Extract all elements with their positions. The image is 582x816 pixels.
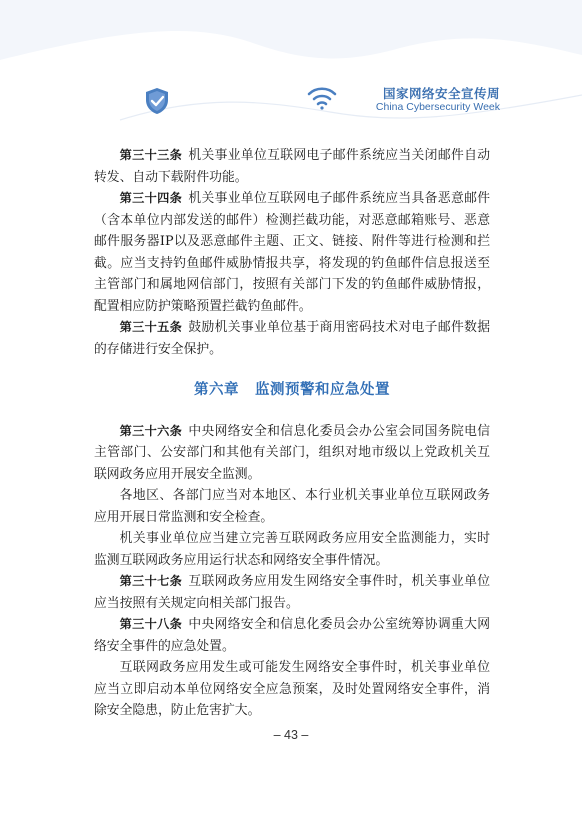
- article-text: 中央网络安全和信息化委员会办公室统筹协调重大网络安全事件的应急处置。: [94, 617, 491, 654]
- brand-title-en: China Cybersecurity Week: [375, 101, 500, 113]
- body-paragraph: [94, 657, 490, 722]
- article-text: 中央网络安全和信息化委员会办公室会同国务院电信主管部门、公安部门和其他有关部门，组织对地市级以上党政机关互联网政务应用开展安全监测。: [94, 423, 491, 482]
- paragraph-text: 各地区、各部门应当对本地区、本行业机关事业单位互联网政务应用开展日常监测和安全检查。: [94, 488, 490, 525]
- page-number: – 43 –: [273, 728, 309, 742]
- paragraph-text: 互联网政务应用发生或可能发生网络安全事件时，机关事业单位应当立即启动本单位网络安全应急预案，及时处置网络安全事件，消除安全隐患，防止危害扩大。: [94, 660, 490, 718]
- body-paragraph: [94, 485, 490, 528]
- paragraph-text: 机关事业单位应当建立完善互联网政务应用安全监测能力，实时监测互联网政务应用运行状态和网络安全事件情况。: [94, 531, 490, 568]
- article-number: 第三十八条: [119, 617, 183, 631]
- wifi-icon: [306, 86, 338, 114]
- article-text: 机关事业单位互联网电子邮件系统应当关闭邮件自动转发、自动下载附件功能。: [94, 148, 491, 185]
- article-text: 鼓励机关事业单位基于商用密码技术对电子邮件数据的存储进行安全保护。: [94, 320, 491, 357]
- article-number: 第三十七条: [119, 574, 183, 588]
- document-body: [94, 145, 490, 722]
- brand-title-cn: 国家网络安全宣传周: [382, 86, 500, 101]
- article-number: 第三十五条: [119, 320, 183, 334]
- chapter-title: 监测预警和应急处置: [255, 382, 390, 398]
- article-paragraph: [94, 145, 490, 188]
- article-number: 第三十四条: [119, 191, 183, 205]
- article-paragraph: [94, 421, 490, 486]
- article-paragraph: [94, 317, 490, 360]
- header-brand: [376, 86, 500, 114]
- article-paragraph: [94, 188, 490, 317]
- article-text: 互联网政务应用发生网络安全事件时，机关事业单位应当按照有关规定向相关部门报告。: [94, 574, 491, 611]
- shield-check-icon: [142, 86, 172, 120]
- chapter-number: 第六章: [194, 382, 239, 398]
- page-header: [0, 0, 582, 130]
- chapter-heading: [94, 380, 490, 402]
- article-number: 第三十三条: [119, 148, 183, 162]
- article-text: 机关事业单位互联网电子邮件系统应当具备恶意邮件（含本单位内部发送的邮件）检测拦截功能，对恶意邮箱账号、恶意邮件服务器IP以及恶意邮件主题、正文、链接、附件等进行检测和拦截。应当支持钓鱼邮件威胁情报共享，将发现的钓鱼邮件信息报送至主管部门和属地网信部门，按照有关部门下发的钓鱼邮件威胁情报，配置相应防护策略预置拦截钓鱼邮件。: [94, 191, 491, 314]
- article-paragraph: [94, 614, 490, 657]
- article-number: 第三十六条: [119, 423, 183, 438]
- body-paragraph: [94, 528, 490, 571]
- article-paragraph: [94, 571, 490, 614]
